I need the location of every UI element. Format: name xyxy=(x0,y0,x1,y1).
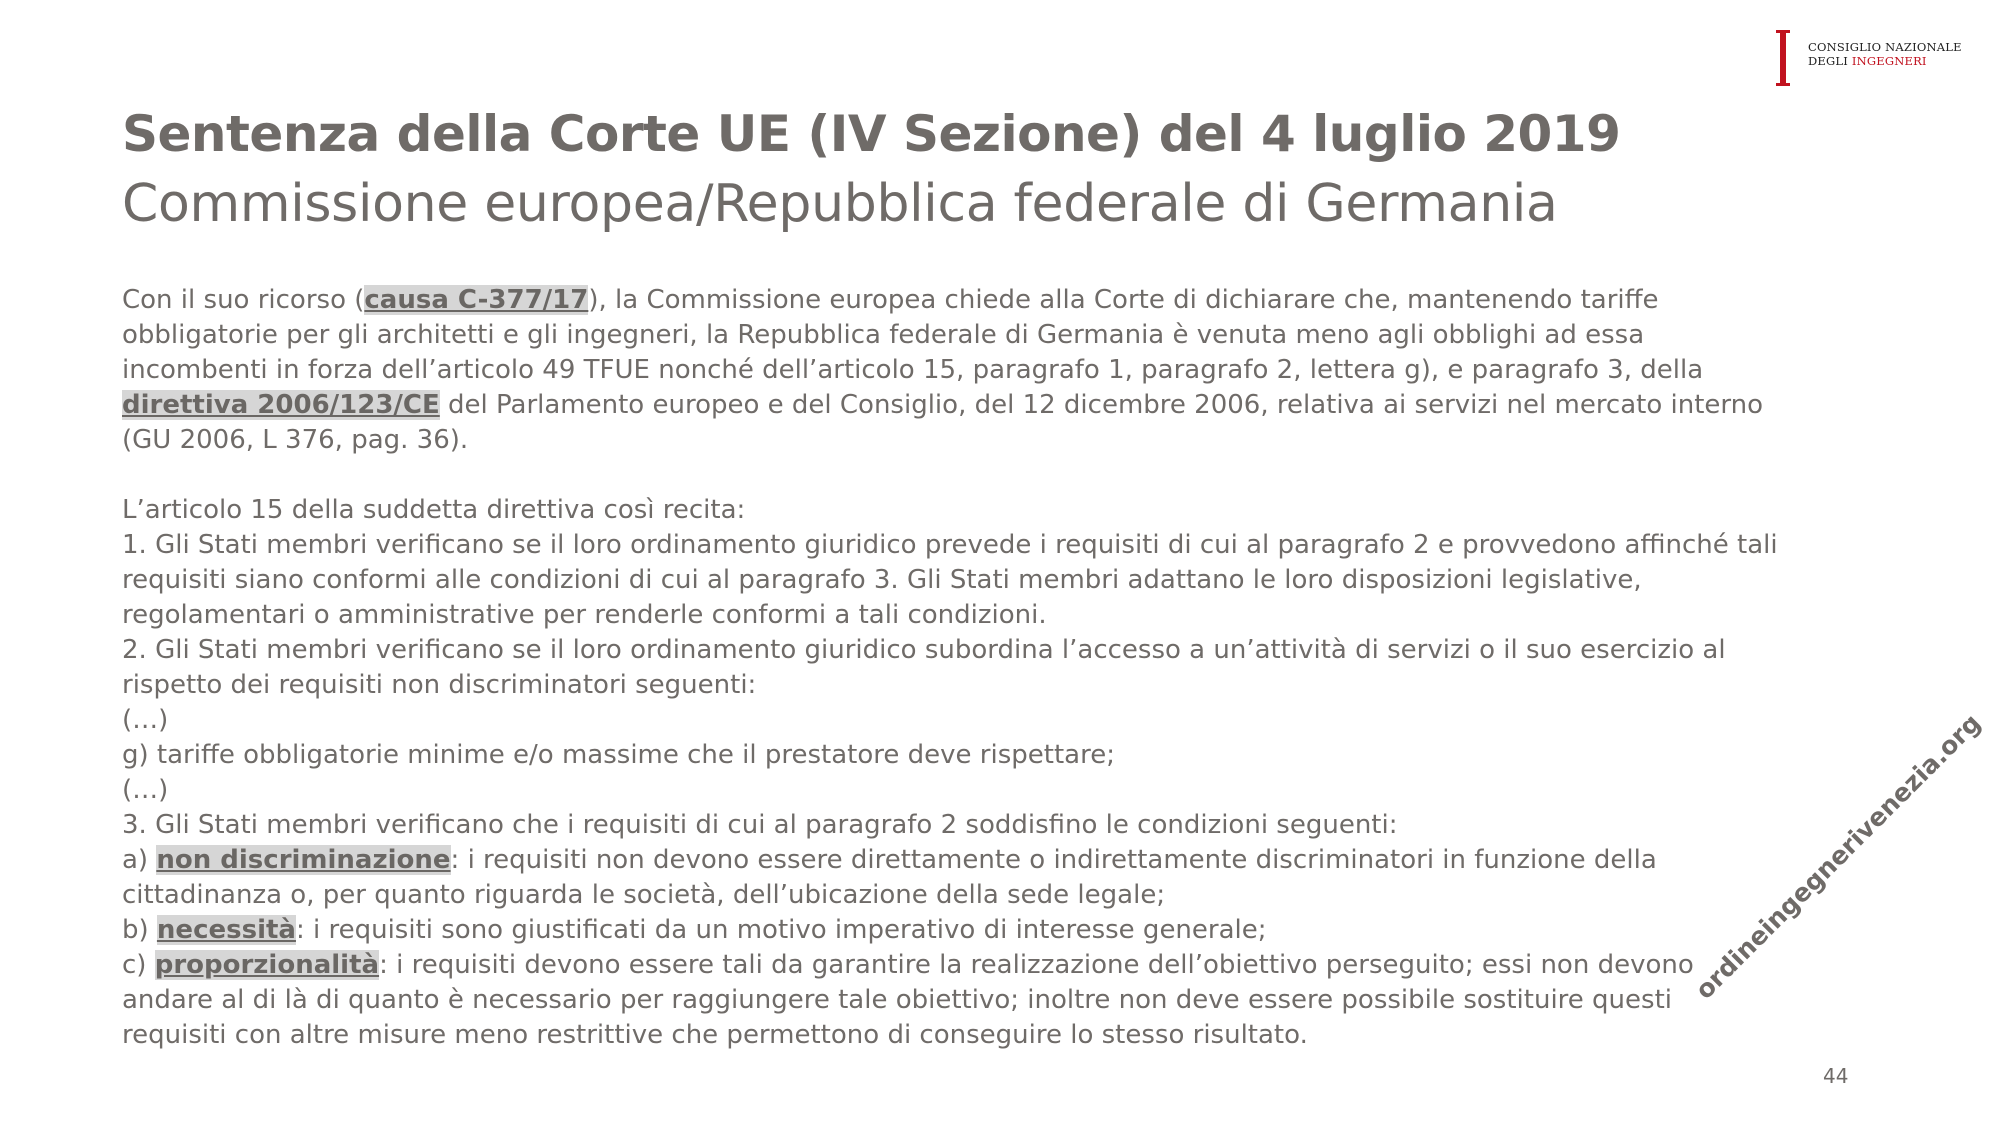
article-paragraph-2: 2. Gli Stati membri verificano se il loro ordinamento giuridico subordina l’accesso a un’attività di servizi o il suo esercizio al rispetto dei requisiti non discriminatori seguenti: xyxy=(122,635,1726,700)
logo-text xyxy=(1808,40,1962,68)
term-non-discriminazione: non discriminazione xyxy=(156,845,451,875)
logo-mark-bottom xyxy=(1776,83,1790,86)
directive-reference-link[interactable]: direttiva 2006/123/CE xyxy=(122,390,440,420)
term-necessita: necessità xyxy=(156,915,296,945)
item-b-prefix: b) xyxy=(122,915,157,945)
logo-line2 xyxy=(1808,54,1962,68)
article-item-b xyxy=(122,913,1782,948)
logo-mark-bar xyxy=(1780,32,1786,84)
item-a-text: : i requisiti non devono essere direttamente o indirettamente discriminatori in funzione della cittadinanza o, per quanto riguarda le società, dell’ubicazione della sede legale; xyxy=(122,845,1657,910)
article-item-g: g) tariffe obbligatorie minime e/o massime che il prestatore deve rispettare; xyxy=(122,740,1115,770)
page-number: 44 xyxy=(1823,1064,1849,1088)
case-reference-link[interactable]: causa C-377/17 xyxy=(364,285,589,315)
article-heading: L’articolo 15 della suddetta direttiva così recita: xyxy=(122,495,746,525)
slide-subtitle: Commissione europea/Repubblica federale di Germania xyxy=(122,174,1558,234)
slide-title: Sentenza della Corte UE (IV Sezione) del 4 luglio 2019 xyxy=(122,105,1621,163)
item-a-prefix: a) xyxy=(122,845,157,875)
item-b-text: : i requisiti sono giustificati da un motivo imperativo di interesse generale; xyxy=(295,915,1267,945)
logo-line1: CONSIGLIO NAZIONALE xyxy=(1808,40,1962,54)
intro-paragraph xyxy=(122,283,1782,458)
article-paragraph-3: 3. Gli Stati membri verificano che i requisiti di cui al paragrafo 2 soddisfino le condizioni seguenti: xyxy=(122,810,1398,840)
slide-body xyxy=(122,283,1782,1053)
article-item-c xyxy=(122,948,1782,1053)
article-item-a xyxy=(122,843,1782,913)
logo-line2-b: INGEGNERI xyxy=(1851,54,1927,68)
term-proporzionalita: proporzionalità xyxy=(154,950,380,980)
website-watermark: ordineingegnerivenezia.org xyxy=(1689,708,1987,1005)
intro-text-1: Con il suo ricorso ( xyxy=(122,285,365,315)
ellipsis-1: (…) xyxy=(122,705,169,735)
intro-text-3: del Parlamento europeo e del Consiglio, del 12 dicembre 2006, relativa ai servizi nel mercato interno (GU 2006, L 376, pag. 36). xyxy=(122,390,1764,455)
item-c-prefix: c) xyxy=(122,950,155,980)
intro-text-2: ), la Commissione europea chiede alla Corte di dichiarare che, mantenendo tariffe obbligatorie per gli architetti e gli ingegneri, la Repubblica federale di Germania è venuta meno agli obblighi ad essa incombenti in forza dell’articolo 49 TFUE nonché dell’articolo 15, paragrafo 1, paragrafo 2, lettera g), e paragrafo 3, della xyxy=(122,285,1704,385)
item-c-text: : i requisiti devono essere tali da garantire la realizzazione dell’obiettivo perseguito; essi non devono andare al di là di quanto è necessario per raggiungere tale obiettivo; inoltre non deve essere possibile sostituire questi requisiti con altre misure meno restrittive che permettono di conseguire lo stesso risultato. xyxy=(122,950,1694,1050)
article-paragraph-1: 1. Gli Stati membri verificano se il loro ordinamento giuridico prevede i requisiti di cui al paragrafo 2 e provvedono affinché tali requisiti siano conformi alle condizioni di cui al paragrafo 3. Gli Stati membri adattano le loro disposizioni legislative, regolamentari o amministrative per renderle conformi a tali condizioni. xyxy=(122,530,1778,630)
logo-line2-a: DEGLI xyxy=(1808,54,1852,68)
ellipsis-2: (…) xyxy=(122,775,169,805)
cni-logo xyxy=(1776,28,1976,90)
paragraph-gap xyxy=(122,458,1782,493)
